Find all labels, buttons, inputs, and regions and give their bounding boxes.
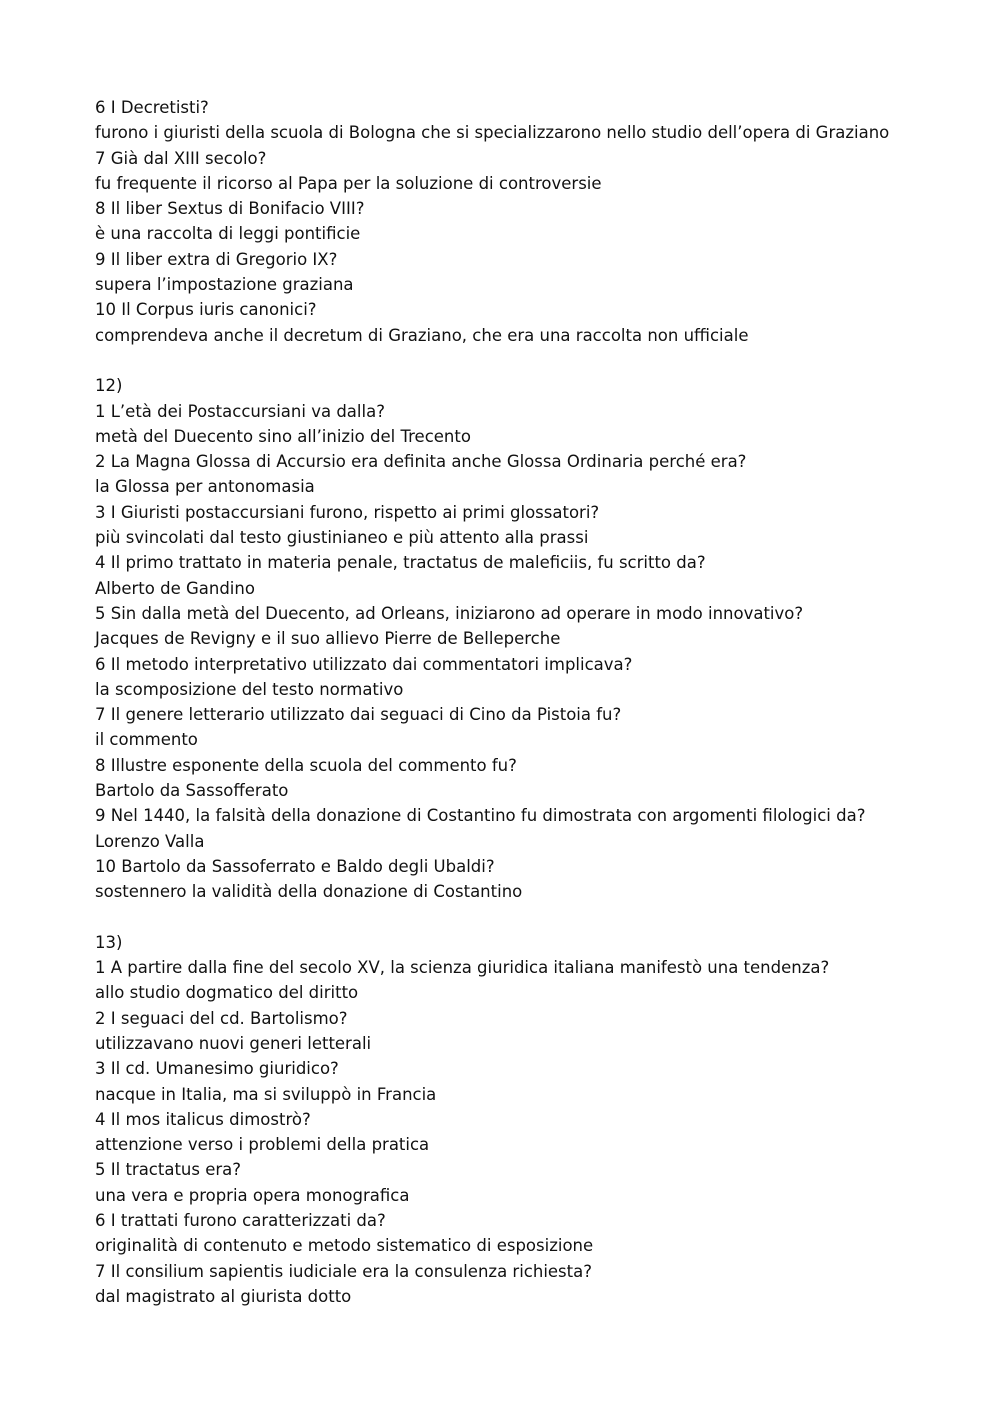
answer-line: comprendeva anche il decretum di Graziano, che era una raccolta non ufficiale — [95, 325, 749, 345]
answer-line: una vera e propria opera monografica — [95, 1185, 410, 1205]
question-line: 9 Il liber extra di Gregorio IX? — [95, 249, 338, 269]
question-line: 4 Il mos italicus dimostrò? — [95, 1109, 311, 1129]
section-heading: 12) — [95, 376, 123, 396]
question-line: 6 I Decretisti? — [95, 98, 209, 117]
answer-line: metà del Duecento sino all’inizio del Trecento — [95, 426, 471, 446]
question-line: 2 La Magna Glossa di Accursio era definita anche Glossa Ordinaria perché era? — [95, 452, 747, 472]
question-line: 6 I trattati furono caratterizzati da? — [95, 1211, 386, 1231]
answer-line: Bartolo da Sassofferato — [95, 781, 289, 801]
answer-line: nacque in Italia, ma si sviluppò in Francia — [95, 1084, 437, 1104]
answer-line: il commento — [95, 730, 198, 750]
answer-line: è una raccolta di leggi pontificie — [95, 224, 361, 244]
question-line: 7 Il consilium sapientis iudiciale era la consulenza richiesta? — [95, 1261, 592, 1281]
answer-line: fu frequente il ricorso al Papa per la soluzione di controversie — [95, 173, 602, 193]
answer-line: Alberto de Gandino — [95, 578, 255, 598]
answer-line: supera l’impostazione graziana — [95, 275, 354, 295]
section-12 — [95, 373, 965, 904]
question-line: 8 Illustre esponente della scuola del commento fu? — [95, 755, 517, 775]
answer-line: utilizzavano nuovi generi letterali — [95, 1033, 372, 1053]
blank-line — [95, 348, 965, 373]
answer-line: la scomposizione del testo normativo — [95, 679, 404, 699]
question-line: 6 Il metodo interpretativo utilizzato dai commentatori implicava? — [95, 654, 633, 674]
question-line: 7 Il genere letterario utilizzato dai seguaci di Cino da Pistoia fu? — [95, 705, 622, 725]
answer-line: allo studio dogmatico del diritto — [95, 983, 359, 1003]
question-line: 10 Bartolo da Sassoferrato e Baldo degli Ubaldi? — [95, 856, 495, 876]
question-line: 1 L’età dei Postaccursiani va dalla? — [95, 401, 385, 421]
answer-line: originalità di contenuto e metodo sistematico di esposizione — [95, 1236, 594, 1256]
question-line: 3 Il cd. Umanesimo giuridico? — [95, 1059, 339, 1079]
document-body — [95, 95, 965, 1309]
answer-line: sostennero la validità della donazione di Costantino — [95, 882, 523, 902]
answer-line: la Glossa per antonomasia — [95, 477, 315, 497]
answer-line: furono i giuristi della scuola di Bologna che si specializzarono nello studio dell’opera di Graziano — [95, 123, 890, 143]
question-line: 8 Il liber Sextus di Bonifacio VIII? — [95, 199, 365, 219]
answer-line: Lorenzo Valla — [95, 831, 205, 851]
section-heading: 13) — [95, 932, 123, 952]
question-line: 4 Il primo trattato in materia penale, tractatus de maleficiis, fu scritto da? — [95, 553, 706, 573]
section-11-tail — [95, 95, 965, 348]
answer-line: dal magistrato al giurista dotto — [95, 1286, 352, 1306]
question-line: 9 Nel 1440, la falsità della donazione di Costantino fu dimostrata con argomenti filologici da? — [95, 806, 866, 826]
question-line: 1 A partire dalla fine del secolo XV, la scienza giuridica italiana manifestò una tendenza? — [95, 958, 830, 978]
question-line: 5 Sin dalla metà del Duecento, ad Orleans, iniziarono ad operare in modo innovativo? — [95, 603, 804, 623]
question-line: 3 I Giuristi postaccursiani furono, rispetto ai primi glossatori? — [95, 502, 600, 522]
section-13 — [95, 930, 965, 1309]
blank-line — [95, 905, 965, 930]
answer-line: attenzione verso i problemi della pratica — [95, 1135, 430, 1155]
question-line: 2 I seguaci del cd. Bartolismo? — [95, 1008, 348, 1028]
answer-line: più svincolati dal testo giustinianeo e più attento alla prassi — [95, 528, 589, 548]
question-line: 10 Il Corpus iuris canonici? — [95, 300, 317, 320]
answer-line: Jacques de Revigny e il suo allievo Pierre de Belleperche — [95, 629, 561, 649]
question-line: 5 Il tractatus era? — [95, 1160, 242, 1180]
question-line: 7 Già dal XIII secolo? — [95, 148, 267, 168]
